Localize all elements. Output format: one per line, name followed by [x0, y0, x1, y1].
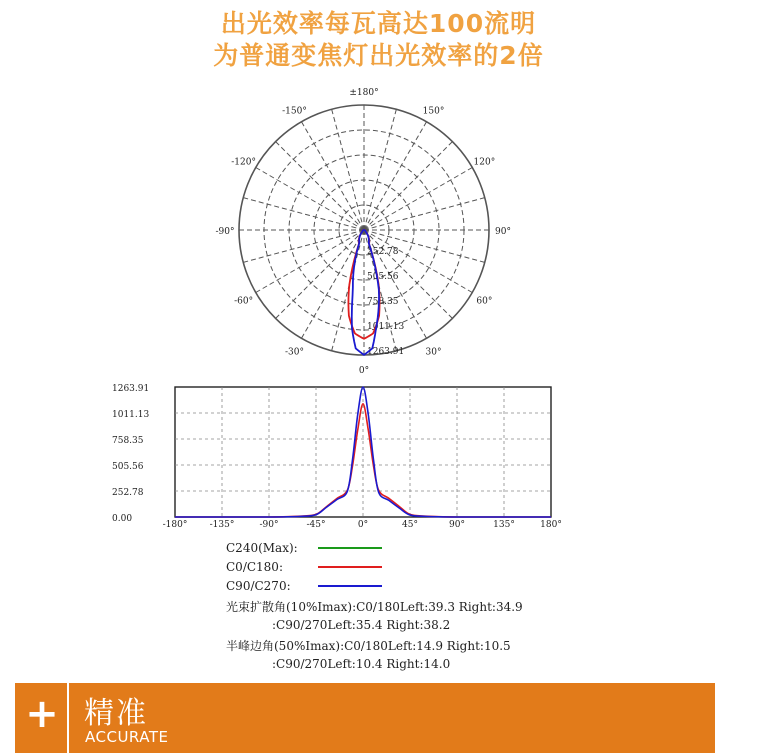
half-peak-line-1: 半峰边角(50%Imax):C0/180Left:14.9 Right:10.5 — [226, 639, 511, 653]
polar-angle-label: -60° — [234, 296, 254, 307]
footer-subtitle: ACCURATE — [85, 728, 169, 746]
polar-angle-label: 150° — [422, 106, 445, 117]
polar-angle-label: -120° — [231, 157, 256, 168]
legend-label-c90: C90/C270: — [226, 579, 291, 593]
polar-radial-label: 758.35 — [367, 297, 399, 307]
polar-angle-label: -90° — [215, 227, 235, 237]
polar-radial-label: 252.78 — [367, 247, 399, 257]
line-x-tick-label: -135° — [209, 520, 235, 530]
footer-title: 精准 — [84, 696, 148, 731]
polar-radial-label: 1263.91 — [367, 347, 405, 357]
legend-line-c90 — [318, 585, 382, 587]
line-y-tick-label: 252.78 — [112, 488, 144, 499]
expand-button[interactable] — [15, 683, 69, 753]
line-y-tick-label: 1263.91 — [112, 384, 150, 394]
polar-angle-label: 60° — [476, 296, 493, 307]
polar-angle-label: 30° — [425, 347, 442, 358]
polar-angle-label: 0° — [358, 366, 370, 376]
line-y-tick-label: 0.00 — [112, 514, 133, 524]
polar-angle-label: ±180° — [349, 88, 379, 98]
line-y-tick-label: 1011.13 — [112, 409, 150, 420]
line-x-tick-label: 180° — [540, 520, 562, 530]
line-y-tick-label: 505.56 — [112, 462, 144, 473]
legend-line-c240 — [318, 547, 382, 549]
line-x-tick-label: 90° — [449, 520, 465, 530]
plus-icon: + — [25, 691, 59, 737]
polar-radial-label: 505.56 — [367, 272, 399, 282]
beam-angle-line-2: :C90/270Left:35.4 Right:38.2 — [272, 618, 451, 632]
line-x-tick-label: -90° — [259, 520, 279, 530]
headline-line-2: 为普通变焦灯出光效率的2倍 — [213, 41, 544, 70]
half-peak-line-2: :C90/270Left:10.4 Right:14.0 — [272, 657, 451, 671]
line-y-tick-label: 758.35 — [112, 435, 144, 446]
headline-line-1: 出光效率每瓦高达100流明 — [220, 9, 537, 38]
line-x-tick-label: -180° — [162, 520, 188, 530]
polar-angle-label: -150° — [282, 106, 307, 117]
legend-label-c0: C0/C180: — [226, 560, 283, 574]
polar-angle-label: 120° — [473, 157, 496, 168]
line-x-tick-label: 45° — [402, 520, 418, 530]
polar-angle-label: 90° — [495, 227, 511, 237]
polar-angle-label: -30° — [285, 347, 304, 358]
polar-radial-label: 1011.13 — [367, 322, 405, 332]
legend-line-c0 — [318, 566, 382, 568]
legend-label-c240: C240(Max): — [226, 541, 298, 555]
line-x-tick-label: 0° — [357, 520, 369, 530]
line-x-tick-label: 135° — [493, 520, 515, 530]
line-x-tick-label: -45° — [306, 520, 326, 530]
beam-angle-line-1: 光束扩散角(10%Imax):C0/180Left:39.3 Right:34.9 — [226, 600, 523, 614]
